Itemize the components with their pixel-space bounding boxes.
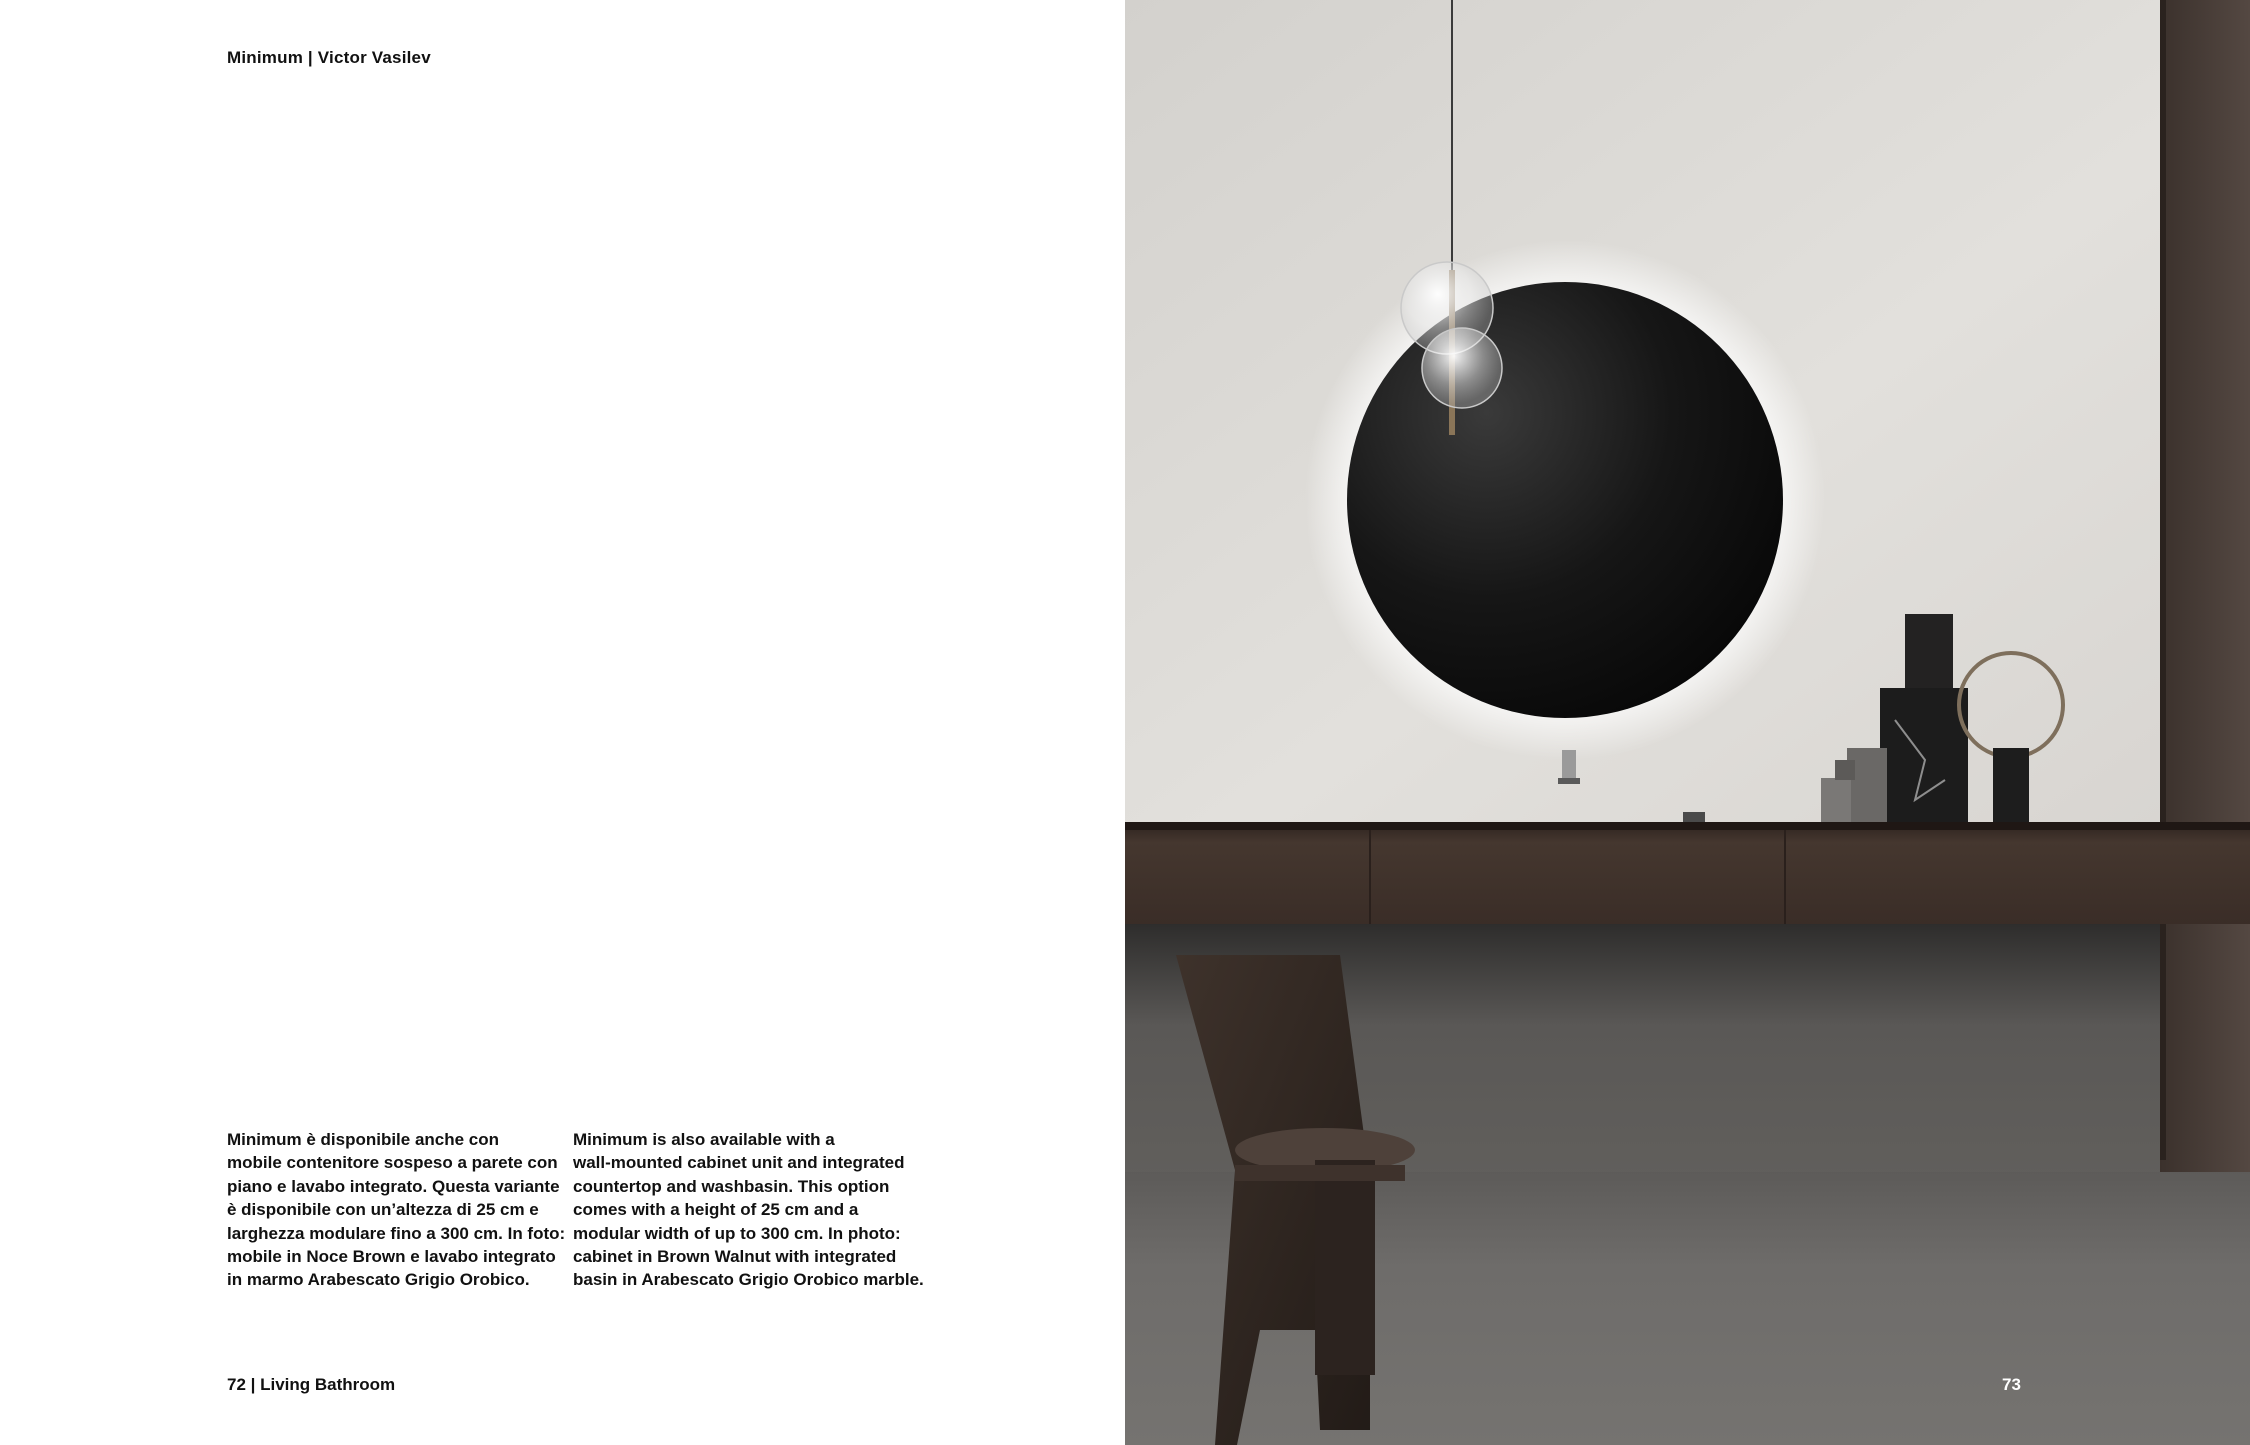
- caption-english: Minimum is also available with a wall-mounted cabinet unit and integrated countertop and washbasin. This option comes with a height of 25 cm and a modular width of up to 300 cm. In photo: cabinet in Brown Walnut with integrated basin in Arabescato Grigio Orobico marble.: [573, 1130, 924, 1290]
- round-mirror: [1347, 282, 1783, 718]
- right-page: [1125, 0, 2250, 1445]
- caption-italian: Minimum è disponibile anche con mobile contenitore sospeso a parete con piano e lavabo integrato. Questa variante è disponibile con un’altezza di 25 cm e larghezza modulare fino a 300 cm. In foto: mobile in Noce Brown e lavabo integrato in marmo Arabescato Grigio Orobico.: [227, 1130, 566, 1290]
- page-number-right: 73: [2002, 1375, 2021, 1394]
- walnut-cabinet: [1125, 822, 2250, 924]
- metal-sculpture: [1847, 748, 1887, 822]
- marble-block: [1880, 688, 1968, 822]
- glass-globe-lower: [1422, 328, 1502, 408]
- small-black-vase: [1993, 748, 2029, 822]
- running-head: Minimum | Victor Vasilev: [227, 48, 431, 67]
- bathroom-photo: [1125, 0, 2250, 1445]
- page-number-left: 72 | Living Bathroom: [227, 1375, 396, 1394]
